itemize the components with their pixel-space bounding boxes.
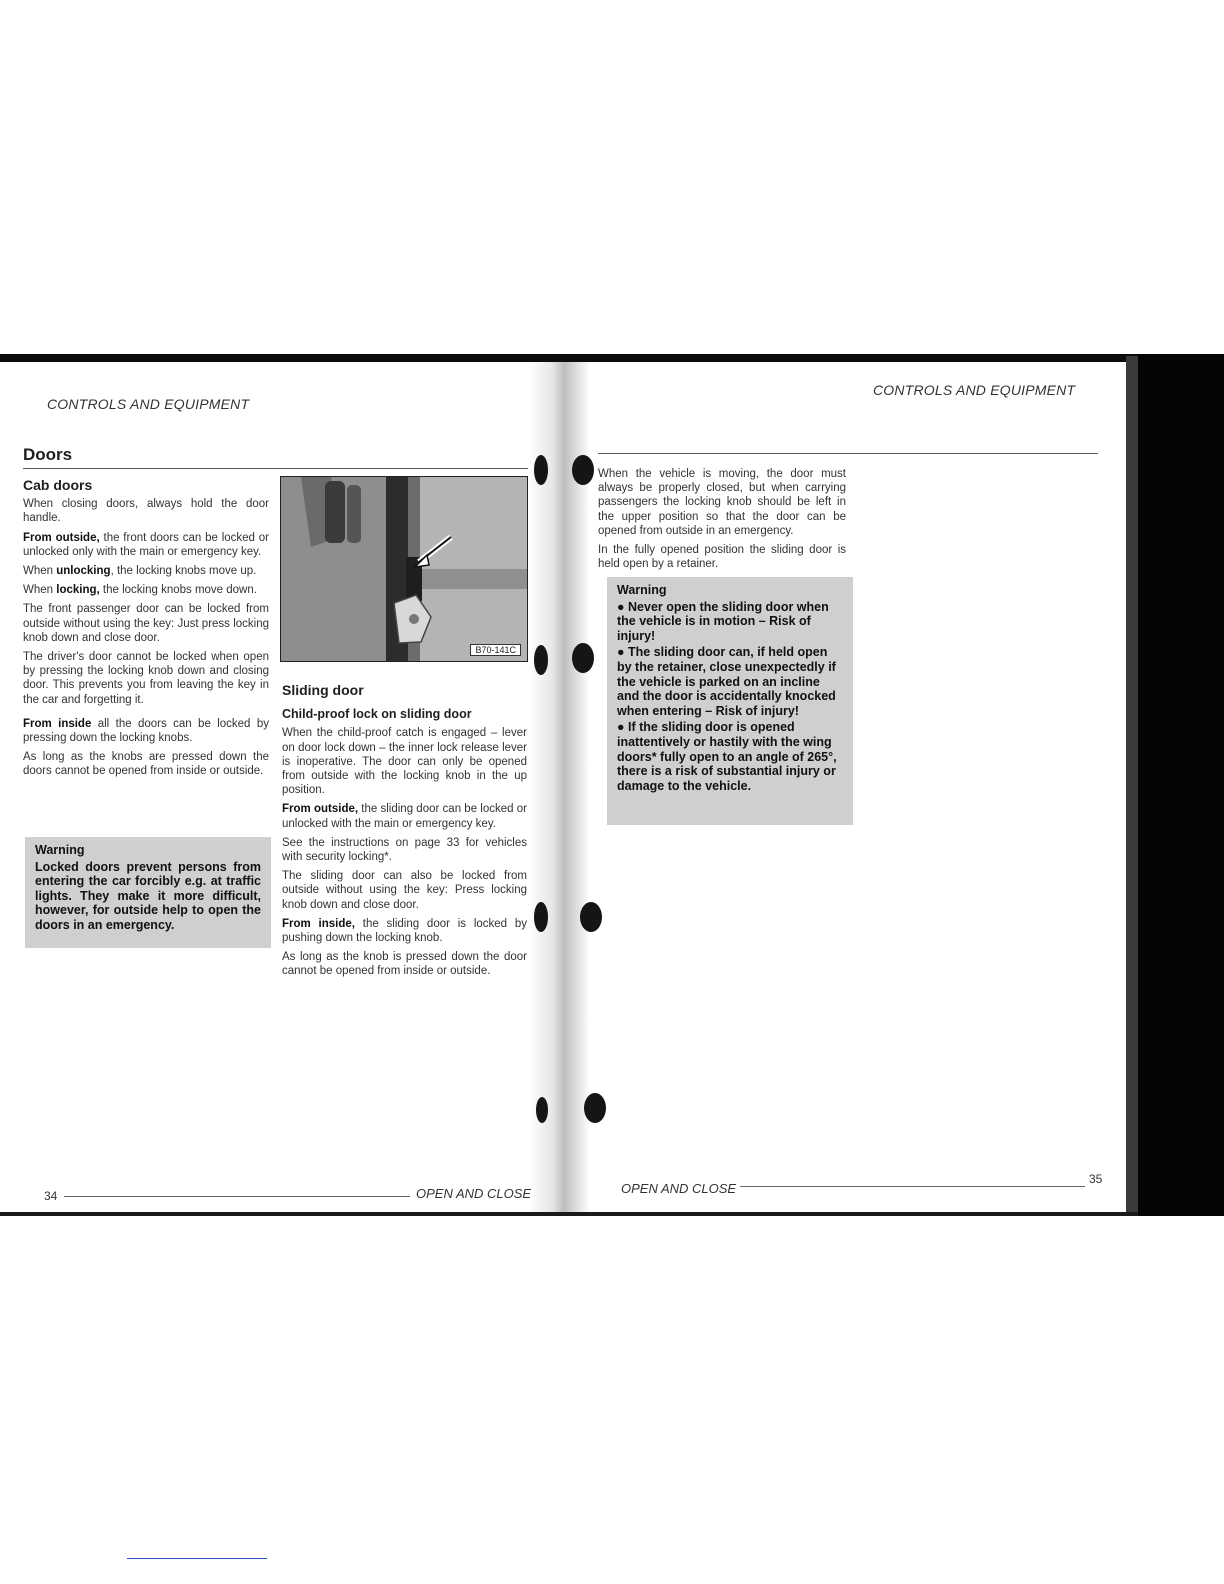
paragraph: When locking, the locking knobs move down. [23,584,257,597]
page-edge-shadow [1126,356,1138,1212]
binder-hole [572,643,594,673]
warning-text: Locked doors prevent persons from entering the car forcibly e.g. at traffic lights. They make it more difficult, however, for outside help to open the doors in an emergency. [35,859,261,932]
binder-hole [580,902,602,932]
right-footer: OPEN AND CLOSE [621,1181,737,1196]
footer-rule [740,1186,1085,1187]
paragraph: From outside, the front doors can be locked or unlocked only with the main or emergency key. [23,531,270,558]
binder-hole [572,455,594,485]
warning-item: ● Never open the sliding door when the vehicle is in motion – Risk of injury! [617,599,829,643]
binder-hole [534,902,548,932]
paragraph: From inside, the sliding door is locked by pushing down the locking knob. [282,917,527,945]
warning-title: Warning [35,843,85,857]
scan-right-edge [1138,354,1224,1216]
door-lock-figure [280,476,528,662]
paragraph: As long as the knob is pressed down the door cannot be opened from inside or outside. [282,951,527,978]
warning-item: ● If the sliding door is opened inattentively or hastily with the wing doors* fully open to an angle of 265°, there is a risk of substantial injury or damage to the vehicle. [617,720,837,793]
warning-item: ● The sliding door can, if held open by the retainer, close unexpectedly if the vehicle is parked on an incline and the door is accidentally knocked when entering – Risk of injury! [617,645,836,718]
paragraph: When unlocking, the locking knobs move up. [23,565,257,578]
title-rule [23,468,528,469]
paragraph: When the child-proof catch is engaged – lever on door lock down – the inner lock release lever is inoperative. The door can only be opened from outside with the locking knob in the up position. [282,727,527,797]
scan-bottom-edge [0,1212,1224,1216]
left-column [23,478,269,784]
figure-code: B70-141C [470,644,521,656]
right-running-header: CONTROLS AND EQUIPMENT [873,382,1076,398]
paragraph: In the fully opened position the sliding door is held open by a retainer. [598,544,846,571]
section-heading: Cab doors [23,477,93,493]
paragraph: When the vehicle is moving, the door must always be properly closed, but when carrying passengers the locking knob should be left in the upper position so that the door can be opened from outside in an emergency. [598,468,846,537]
left-running-header: CONTROLS AND EQUIPMENT [47,396,250,412]
left-footer: OPEN AND CLOSE [416,1186,532,1201]
footer-rule [64,1196,410,1197]
door-lock-illustration [281,477,527,661]
book-spine [528,362,590,1212]
binder-hole [584,1093,606,1123]
middle-column [282,683,527,984]
page-number-left: 34 [44,1189,58,1203]
binder-hole [534,645,548,675]
paragraph: The sliding door can also be locked from outside without using the key: Press locking knob down and close door. [282,870,527,911]
scan-top-edge [0,354,1224,362]
paragraph: See the instructions on page 33 for vehicles with security locking*. [282,836,527,864]
binder-hole [534,455,548,485]
binder-hole [536,1097,548,1123]
header-rule [598,453,1098,454]
sliding-door-heading: Sliding door [282,682,364,698]
page-number-right: 35 [1089,1172,1103,1186]
paragraph: When closing doors, always hold the door handle. [23,498,269,525]
paragraph: From outside, the sliding door can be locked or unlocked with the main or emergency key. [282,803,527,830]
paragraph: The front passenger door can be locked from outside without using the key: Just press locking knob down and close door. [23,603,269,644]
paragraph: As long as the knobs are pressed down the doors cannot be opened from inside or outside. [23,751,269,778]
paragraph: From inside all the doors can be locked by pressing down the locking knobs. [23,717,269,745]
child-lock-heading: Child-proof lock on sliding door [282,707,472,722]
paragraph: The driver's door cannot be locked when open by pressing the locking knob down and closing door. This prevents you from leaving the key in the car and forgetting it. [23,651,269,706]
stray-underline [127,1558,267,1559]
warning-box [25,837,271,948]
page-title: Doors [23,445,73,464]
warning-box [607,577,853,825]
warning-title: Warning [617,583,667,597]
right-column [598,467,846,576]
